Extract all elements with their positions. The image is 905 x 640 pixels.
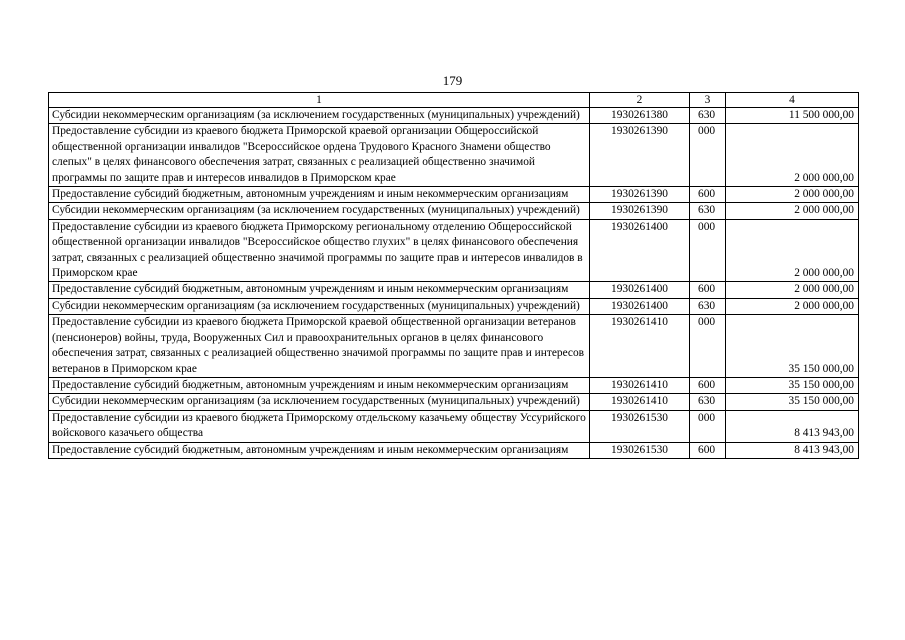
row-code: 1930261410 (590, 377, 690, 393)
row-type: 600 (690, 442, 726, 458)
table-row (49, 394, 859, 410)
table-row (49, 298, 859, 314)
table-row (49, 108, 859, 124)
table-row (49, 219, 859, 282)
row-code: 1930261380 (590, 108, 690, 124)
table-row (49, 377, 859, 393)
row-amount: 35 150 000,00 (726, 315, 859, 378)
row-code: 1930261410 (590, 315, 690, 378)
row-type: 600 (690, 187, 726, 203)
table-row (49, 410, 859, 442)
page-number: 179 (442, 73, 463, 88)
row-name: Предоставление субсидии из краевого бюджета Приморскому региональному отделению Общероссийской общественной организации инвалидов "Всероссийское общество глухих" в целях финансового обеспечения затрат, связанных с реализацией общественно значимой программы по защите прав и интересов инвалидов в Приморском крае (49, 219, 590, 282)
row-name: Предоставление субсидии из краевого бюджета Приморской краевой организации Общероссийской общественной организации инвалидов "Всероссийское ордена Трудового Красного Знамени общество слепых" в целях финансового обеспечения затрат, связанных с реализацией общественно значимой программы по защите прав и интересов инвалидов в Приморском крае (49, 124, 590, 187)
row-name: Предоставление субсидий бюджетным, автономным учреждениям и иным некоммерческим организациям (49, 187, 590, 203)
table-row (49, 203, 859, 219)
row-name: Субсидии некоммерческим организациям (за исключением государственных (муниципальных) учреждений) (49, 108, 590, 124)
column-header-1: 1 (49, 93, 590, 108)
row-code: 1930261390 (590, 187, 690, 203)
row-amount: 2 000 000,00 (726, 282, 859, 298)
row-type: 000 (690, 124, 726, 187)
row-type: 000 (690, 315, 726, 378)
table-row (49, 442, 859, 458)
row-type: 630 (690, 394, 726, 410)
row-type: 600 (690, 282, 726, 298)
row-type: 600 (690, 377, 726, 393)
table-row (49, 187, 859, 203)
row-name: Предоставление субсидий бюджетным, автономным учреждениям и иным некоммерческим организациям (49, 442, 590, 458)
table-row (49, 124, 859, 187)
table-row (49, 282, 859, 298)
row-code: 1930261400 (590, 219, 690, 282)
row-name: Предоставление субсидии из краевого бюджета Приморскому отдельскому казачьему обществу Уссурийского войскового казачьего общества (49, 410, 590, 442)
row-code: 1930261410 (590, 394, 690, 410)
row-amount: 2 000 000,00 (726, 219, 859, 282)
row-amount: 8 413 943,00 (726, 410, 859, 442)
row-type: 630 (690, 298, 726, 314)
column-header-2: 2 (590, 93, 690, 108)
column-header-4: 4 (726, 93, 859, 108)
row-code: 1930261530 (590, 410, 690, 442)
table-header-row (49, 93, 859, 108)
row-name: Субсидии некоммерческим организациям (за исключением государственных (муниципальных) учреждений) (49, 298, 590, 314)
row-name: Субсидии некоммерческим организациям (за исключением государственных (муниципальных) учреждений) (49, 203, 590, 219)
row-amount: 2 000 000,00 (726, 203, 859, 219)
row-code: 1930261400 (590, 298, 690, 314)
row-amount: 35 150 000,00 (726, 394, 859, 410)
budget-table (48, 92, 859, 459)
row-amount: 8 413 943,00 (726, 442, 859, 458)
row-amount: 35 150 000,00 (726, 377, 859, 393)
row-amount: 2 000 000,00 (726, 187, 859, 203)
row-name: Предоставление субсидий бюджетным, автономным учреждениям и иным некоммерческим организациям (49, 377, 590, 393)
row-type: 630 (690, 203, 726, 219)
row-type: 000 (690, 410, 726, 442)
row-code: 1930261390 (590, 203, 690, 219)
row-type: 000 (690, 219, 726, 282)
column-header-3: 3 (690, 93, 726, 108)
table-row (49, 315, 859, 378)
row-name: Предоставление субсидий бюджетным, автономным учреждениям и иным некоммерческим организациям (49, 282, 590, 298)
row-name: Субсидии некоммерческим организациям (за исключением государственных (муниципальных) учреждений) (49, 394, 590, 410)
row-amount: 2 000 000,00 (726, 124, 859, 187)
row-code: 1930261400 (590, 282, 690, 298)
row-amount: 11 500 000,00 (726, 108, 859, 124)
row-amount: 2 000 000,00 (726, 298, 859, 314)
table-body (49, 108, 859, 459)
row-type: 630 (690, 108, 726, 124)
row-name: Предоставление субсидии из краевого бюджета Приморской краевой общественной организации ветеранов (пенсионеров) войны, труда, Вооруженных Сил и правоохранительных органов в целях финансового обеспечения затрат, связанных с реализацией общественно значимой программы по защите прав и интересов ветеранов в Приморском крае (49, 315, 590, 378)
row-code: 1930261390 (590, 124, 690, 187)
row-code: 1930261530 (590, 442, 690, 458)
